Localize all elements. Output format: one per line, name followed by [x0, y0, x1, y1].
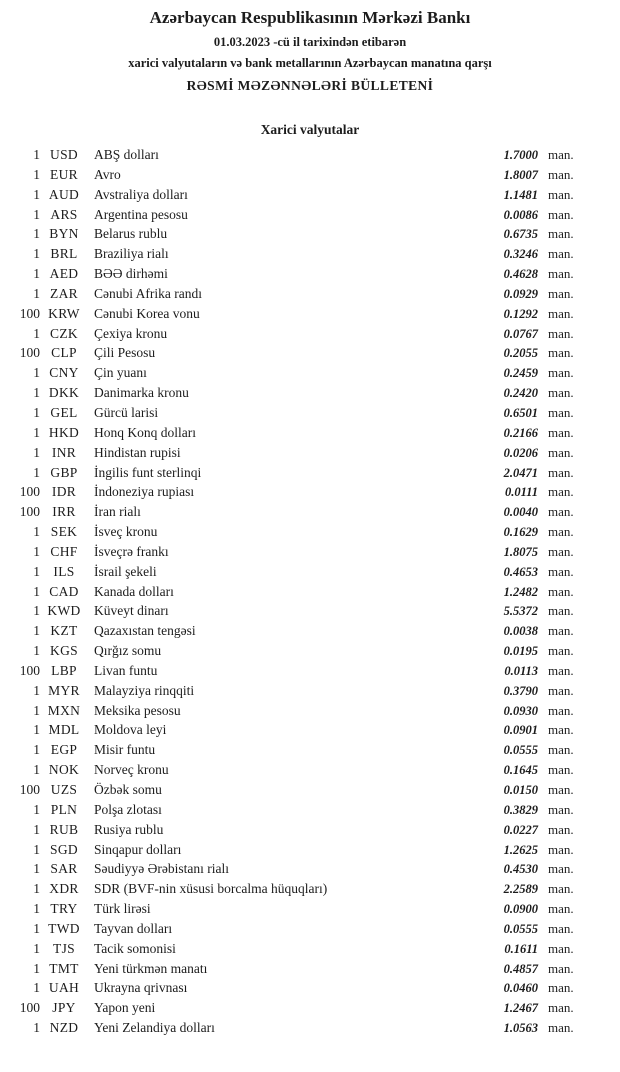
document-header — [0, 8, 620, 94]
currency-name: Avstraliya dolları — [94, 186, 188, 202]
currency-unit: man. — [548, 186, 574, 202]
currency-code: CHF — [50, 543, 78, 559]
currency-rate: 1.2467 — [503, 1001, 538, 1016]
currency-quantity: 1 — [33, 285, 40, 301]
currency-quantity: 1 — [33, 742, 40, 758]
currency-code: JPY — [52, 1000, 76, 1016]
currency-unit: man. — [548, 1000, 574, 1016]
currency-unit: man. — [548, 147, 574, 162]
currency-code: MDL — [48, 722, 80, 738]
currency-quantity: 1 — [33, 762, 40, 778]
currency-name: Sinqapur dolları — [94, 841, 182, 857]
currency-name: Avro — [94, 166, 121, 182]
currency-quantity: 1 — [33, 246, 40, 262]
currency-name: Tacik somonisi — [94, 940, 176, 956]
currency-name: Gürcü larisi — [94, 404, 159, 420]
currency-row — [6, 980, 592, 1000]
currency-row — [6, 504, 592, 524]
currency-name: Yapon yeni — [94, 1000, 156, 1016]
currency-code: EUR — [50, 166, 78, 182]
currency-rate: 0.3790 — [503, 683, 538, 698]
currency-quantity: 1 — [33, 901, 40, 917]
currency-code: KRW — [48, 305, 80, 321]
currency-name: Tayvan dolları — [94, 920, 173, 936]
effective-date-line: 01.03.2023 -cü il tarixindən etibarən — [213, 35, 407, 49]
currency-rate: 1.1481 — [503, 187, 538, 202]
section-title-foreign-currencies: Xarici valyutalar — [260, 122, 360, 137]
currency-unit: man. — [548, 226, 574, 242]
currency-unit: man. — [548, 662, 574, 678]
currency-name: Yeni Zelandiya dolları — [94, 1020, 215, 1036]
currency-row — [6, 762, 592, 782]
currency-row — [6, 226, 592, 246]
currency-unit: man. — [548, 682, 574, 698]
currency-code: AUD — [48, 186, 80, 202]
currency-unit: man. — [548, 206, 574, 222]
currency-code: NZD — [49, 1020, 79, 1036]
currency-rate: 0.2166 — [503, 425, 538, 440]
currency-rate: 0.0767 — [503, 326, 538, 341]
currency-code: KZT — [50, 623, 78, 639]
currency-name: Qırğız somu — [94, 643, 162, 659]
currency-row — [6, 266, 592, 286]
currency-unit: man. — [548, 524, 574, 540]
currency-code: DKK — [48, 385, 80, 401]
currency-quantity: 1 — [33, 643, 40, 659]
currency-rate: 0.0206 — [503, 445, 538, 460]
currency-quantity: 1 — [33, 980, 40, 996]
currency-unit: man. — [548, 821, 574, 837]
currency-name: SDR (BVF-nin xüsusi borcalma hüquqları) — [94, 881, 328, 897]
currency-rate: 2.2589 — [503, 882, 538, 897]
bank-title: Azərbaycan Respublikasının Mərkəzi Bankı — [149, 8, 471, 27]
currency-quantity: 100 — [19, 484, 40, 500]
currency-name: Kanada dolları — [94, 583, 174, 599]
currency-name: Özbək somu — [94, 782, 162, 797]
currency-code: RUB — [49, 821, 79, 837]
currency-rate: 1.7000 — [503, 148, 538, 162]
currency-row — [6, 425, 592, 445]
currency-quantity: 100 — [19, 504, 40, 520]
currency-unit: man. — [548, 345, 574, 361]
currency-quantity: 1 — [33, 960, 40, 976]
currency-row — [6, 484, 592, 504]
currency-name: Moldova leyi — [94, 722, 167, 738]
currency-unit: man. — [548, 285, 574, 301]
currency-name: Danimarka kronu — [94, 385, 189, 401]
currency-row — [6, 524, 592, 544]
currency-unit: man. — [548, 801, 574, 817]
currency-unit: man. — [548, 980, 574, 996]
currency-name: BƏƏ dirhəmi — [94, 266, 168, 282]
currency-quantity: 100 — [19, 305, 40, 321]
currency-quantity: 1 — [33, 186, 40, 202]
currency-row — [6, 703, 592, 723]
currency-row — [6, 167, 592, 187]
currency-code: BYN — [49, 226, 79, 242]
currency-code: MYR — [48, 682, 80, 698]
currency-code: GEL — [50, 404, 78, 420]
currency-rate: 0.0040 — [503, 505, 538, 520]
currency-row — [6, 802, 592, 822]
currency-name: İsrail şekeli — [94, 563, 157, 579]
currency-code: KGS — [50, 643, 78, 659]
currency-code: CAD — [49, 583, 79, 599]
currency-row — [6, 306, 592, 326]
currency-unit: man. — [548, 841, 574, 857]
currency-unit: man. — [548, 246, 574, 262]
currency-unit: man. — [548, 583, 574, 599]
currency-unit: man. — [548, 881, 574, 897]
currency-unit: man. — [548, 901, 574, 917]
currency-row — [6, 742, 592, 762]
bulletin-title: RƏSMİ MƏZƏNNƏLƏRİ BÜLLETENİ — [186, 78, 434, 93]
currency-row — [6, 842, 592, 862]
currency-unit: man. — [548, 1020, 574, 1036]
currency-rate: 0.0150 — [503, 783, 538, 797]
currency-quantity: 1 — [33, 722, 40, 738]
currency-quantity: 1 — [33, 940, 40, 956]
currency-unit: man. — [548, 365, 574, 381]
currency-code: EGP — [50, 742, 78, 758]
currency-row — [6, 345, 592, 365]
currency-code: XDR — [49, 881, 79, 897]
currency-unit: man. — [548, 623, 574, 639]
currency-row — [6, 147, 592, 167]
currency-name: ABŞ dolları — [94, 147, 159, 162]
currency-name: İngilis funt sterlinqi — [94, 464, 202, 480]
currency-code: KWD — [47, 603, 81, 619]
currency-name: Polşa zlotası — [94, 801, 162, 817]
currency-name: Cənubi Afrika randı — [94, 285, 202, 301]
currency-row — [6, 941, 592, 961]
currency-name: Argentina pesosu — [94, 206, 188, 222]
currency-name: Livan funtu — [94, 662, 158, 678]
currency-rate: 0.0195 — [503, 644, 538, 659]
currency-unit: man. — [548, 404, 574, 420]
currency-row — [6, 187, 592, 207]
currency-rate: 0.0555 — [503, 921, 538, 936]
currency-quantity: 100 — [19, 782, 40, 797]
currency-quantity: 1 — [33, 563, 40, 579]
currency-name: Yeni türkmən manatı — [94, 960, 208, 976]
currency-rate: 1.8075 — [503, 544, 538, 559]
currency-row — [6, 643, 592, 663]
currency-rate: 0.0930 — [503, 703, 538, 718]
currency-rate: 1.2625 — [503, 842, 538, 857]
currency-rate: 0.4628 — [503, 267, 538, 282]
currency-row — [6, 246, 592, 266]
currency-rate: 0.0901 — [503, 723, 538, 738]
currency-row — [6, 603, 592, 623]
description-line: xarici valyutaların və bank metallarının Azərbaycan manatına qarşı — [128, 56, 492, 70]
currency-name: İran rialı — [94, 504, 141, 520]
currency-rate: 0.2459 — [503, 366, 538, 381]
currency-code: UAH — [48, 980, 80, 996]
currency-quantity: 1 — [33, 861, 40, 877]
currency-code: SGD — [50, 841, 78, 857]
currency-unit: man. — [548, 603, 574, 619]
currency-name: Malayziya rinqqiti — [94, 682, 195, 698]
currency-rate: 0.4530 — [503, 862, 538, 877]
currency-name: Səudiyyə Ərəbistanı rialı — [94, 861, 229, 877]
currency-name: İndoneziya rupiası — [94, 484, 195, 500]
currency-code: IDR — [51, 484, 77, 500]
currency-quantity: 1 — [33, 881, 40, 897]
currency-quantity: 1 — [33, 206, 40, 222]
currency-quantity: 1 — [33, 365, 40, 381]
currency-rate: 0.0900 — [503, 902, 538, 917]
currency-unit: man. — [548, 782, 574, 797]
currency-name: Çexiya kronu — [94, 325, 168, 341]
currency-rate: 0.6735 — [503, 227, 538, 242]
currency-unit: man. — [548, 444, 574, 460]
currency-quantity: 100 — [19, 345, 40, 361]
currency-rate: 0.2055 — [503, 346, 538, 361]
currency-quantity: 100 — [19, 662, 40, 678]
currency-unit: man. — [548, 742, 574, 758]
currency-unit: man. — [548, 266, 574, 282]
currency-row — [6, 207, 592, 227]
currency-name: Çin yuanı — [94, 365, 147, 381]
currency-name: Türk lirəsi — [94, 901, 151, 917]
currency-unit: man. — [548, 484, 574, 500]
currency-code: USD — [50, 147, 78, 162]
currency-code: SEK — [50, 524, 78, 540]
currency-unit: man. — [548, 504, 574, 520]
currency-unit: man. — [548, 702, 574, 718]
currency-row — [6, 584, 592, 604]
currency-name: İsveç kronu — [94, 524, 158, 540]
currency-unit: man. — [548, 762, 574, 778]
currency-rate: 0.0460 — [503, 981, 538, 996]
currency-name: Braziliya rialı — [94, 246, 169, 262]
currency-code: PLN — [50, 801, 78, 817]
currency-row — [6, 782, 592, 802]
currency-row — [6, 822, 592, 842]
currency-rate: 0.3829 — [503, 802, 538, 817]
currency-quantity: 1 — [33, 682, 40, 698]
currency-row — [6, 901, 592, 921]
currency-rate: 5.5372 — [503, 604, 538, 619]
currency-rate: 0.2420 — [503, 386, 538, 401]
currency-unit: man. — [548, 563, 574, 579]
currency-rate: 0.0929 — [503, 286, 538, 301]
currency-code: ARS — [50, 206, 78, 222]
currency-row — [6, 544, 592, 564]
currency-name: Rusiya rublu — [94, 821, 164, 837]
currency-quantity: 1 — [33, 166, 40, 182]
currency-rate: 0.1629 — [503, 525, 538, 540]
currency-name: Norveç kronu — [94, 762, 169, 778]
currency-row — [6, 1020, 592, 1040]
currency-unit: man. — [548, 464, 574, 480]
currency-row — [6, 465, 592, 485]
currency-name: Hindistan rupisi — [94, 444, 181, 460]
currency-quantity: 1 — [33, 147, 40, 162]
currency-quantity: 1 — [33, 325, 40, 341]
currency-row — [6, 663, 592, 683]
currency-unit: man. — [548, 424, 574, 440]
currency-row — [6, 722, 592, 742]
currency-code: MXN — [47, 702, 81, 718]
currency-quantity: 1 — [33, 464, 40, 480]
currency-code: NOK — [48, 762, 80, 778]
currency-row — [6, 365, 592, 385]
currency-rate: 0.1611 — [504, 941, 538, 956]
currency-name: İsveçrə frankı — [94, 543, 169, 559]
currency-quantity: 1 — [33, 583, 40, 599]
currency-quantity: 1 — [33, 841, 40, 857]
currency-rate: 2.0471 — [503, 465, 538, 480]
currency-rate: 0.0555 — [503, 743, 538, 758]
currency-code: ZAR — [50, 285, 78, 301]
currency-code: HKD — [48, 424, 80, 440]
currency-row — [6, 961, 592, 981]
currency-quantity: 1 — [33, 543, 40, 559]
currency-code: INR — [51, 444, 77, 460]
currency-quantity: 1 — [33, 404, 40, 420]
currency-quantity: 1 — [33, 424, 40, 440]
currency-code: IRR — [52, 504, 76, 520]
currency-quantity: 1 — [33, 623, 40, 639]
currency-unit: man. — [548, 940, 574, 956]
currency-quantity: 1 — [33, 821, 40, 837]
currency-quantity: 1 — [33, 444, 40, 460]
currency-code: BRL — [50, 246, 78, 262]
currency-unit: man. — [548, 861, 574, 877]
currency-quantity: 1 — [33, 801, 40, 817]
currency-quantity: 1 — [33, 603, 40, 619]
currency-rate: 0.1645 — [503, 763, 538, 778]
currency-code: TWD — [48, 920, 80, 936]
currency-row — [6, 564, 592, 584]
currency-name: Meksika pesosu — [94, 702, 181, 718]
currency-code: TMT — [49, 960, 79, 976]
currency-unit: man. — [548, 385, 574, 401]
currency-name: Qazaxıstan tengəsi — [94, 623, 196, 639]
currency-rate: 0.0227 — [503, 822, 538, 837]
currency-quantity: 100 — [19, 1000, 40, 1016]
currency-unit: man. — [548, 643, 574, 659]
currency-rate: 0.1292 — [503, 306, 538, 321]
currency-code: CNY — [49, 365, 79, 381]
currency-rate: 0.0111 — [505, 485, 538, 500]
currency-rate: 0.4653 — [503, 564, 538, 579]
currency-code: CLP — [51, 345, 77, 361]
currency-code: TRY — [50, 901, 78, 917]
currency-rate: 1.2482 — [503, 584, 538, 599]
currency-rate: 0.0113 — [504, 663, 538, 678]
currency-code: AED — [49, 266, 79, 282]
currency-code: TJS — [53, 940, 75, 956]
currency-unit: man. — [548, 722, 574, 738]
currency-row — [6, 683, 592, 703]
currency-row — [6, 405, 592, 425]
exchange-rate-table — [0, 147, 620, 1040]
currency-quantity: 1 — [33, 524, 40, 540]
currency-name: Honq Konq dolları — [94, 424, 196, 440]
currency-name: Çili Pesosu — [94, 345, 156, 361]
currency-row — [6, 861, 592, 881]
currency-quantity: 1 — [33, 920, 40, 936]
currency-unit: man. — [548, 305, 574, 321]
currency-rate: 0.0086 — [503, 207, 538, 222]
currency-unit: man. — [548, 166, 574, 182]
currency-name: Küveyt dinarı — [94, 603, 169, 619]
currency-rate: 0.4857 — [503, 961, 538, 976]
currency-quantity: 1 — [33, 1020, 40, 1036]
currency-code: CZK — [50, 325, 78, 341]
currency-code: SAR — [50, 861, 78, 877]
currency-row — [6, 326, 592, 346]
currency-quantity: 1 — [33, 266, 40, 282]
currency-row — [6, 385, 592, 405]
currency-row — [6, 445, 592, 465]
currency-unit: man. — [548, 960, 574, 976]
currency-name: Misir funtu — [94, 742, 156, 758]
currency-rate: 0.0038 — [503, 624, 538, 639]
currency-name: Cənubi Korea vonu — [94, 305, 200, 321]
currency-rate: 0.6501 — [503, 405, 538, 420]
currency-name: Ukrayna qrivnası — [94, 980, 188, 996]
currency-quantity: 1 — [33, 702, 40, 718]
currency-code: LBP — [51, 662, 77, 678]
currency-quantity: 1 — [33, 385, 40, 401]
currency-rate: 1.8007 — [503, 167, 538, 182]
currency-row — [6, 1000, 592, 1020]
currency-quantity: 1 — [33, 226, 40, 242]
currency-code: GBP — [50, 464, 78, 480]
currency-row — [6, 623, 592, 643]
currency-row — [6, 881, 592, 901]
currency-row — [6, 286, 592, 306]
currency-rate: 1.0563 — [503, 1021, 538, 1036]
currency-unit: man. — [548, 920, 574, 936]
currency-unit: man. — [548, 543, 574, 559]
currency-code: UZS — [50, 782, 78, 797]
currency-rate: 0.3246 — [503, 247, 538, 262]
currency-code: ILS — [53, 563, 75, 579]
currency-name: Belarus rublu — [94, 226, 168, 242]
currency-unit: man. — [548, 325, 574, 341]
currency-row — [6, 921, 592, 941]
